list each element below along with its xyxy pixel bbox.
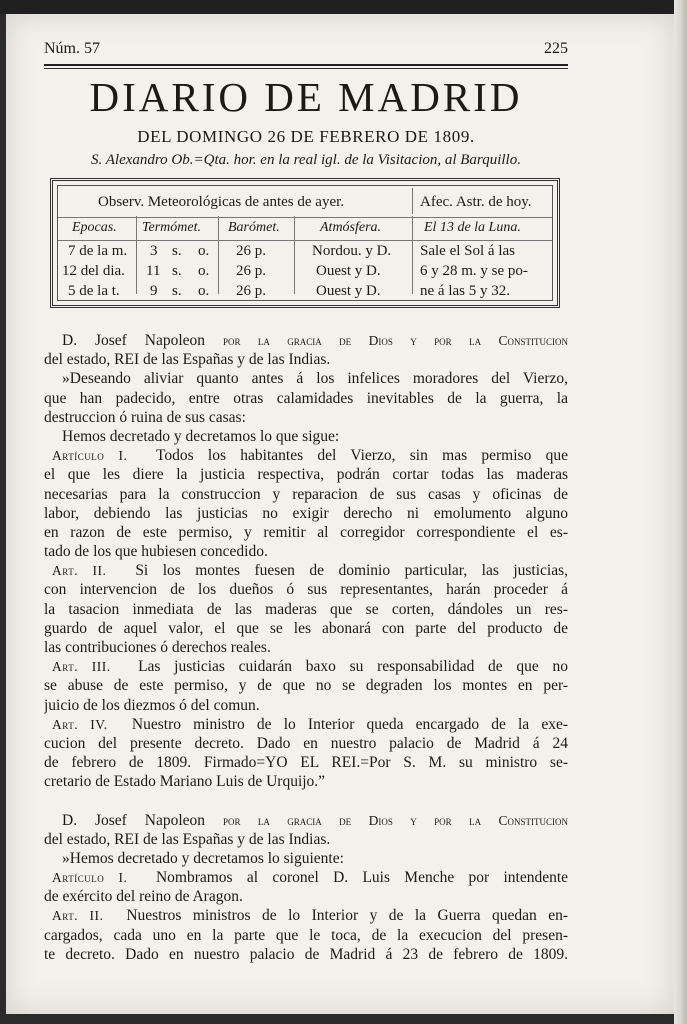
- decree-title: por la gracia de Dios y por la Constitucion: [222, 333, 568, 348]
- text-line: de febrero de 1809. Firmado=YO EL REI.=Por S. M. su ministro se-: [44, 754, 568, 772]
- row-baro: 26 p.: [236, 243, 266, 259]
- section-gap: [44, 792, 568, 811]
- text-line: de exército del reino de Aragon.: [44, 888, 243, 906]
- row-o: o.: [198, 263, 210, 279]
- saint-line: S. Alexandro Ob.=Qta. hor. en la real igl. de la Visitacion, al Barquillo.: [91, 152, 521, 168]
- header-rule: [44, 64, 568, 66]
- weather-row: [58, 243, 552, 263]
- article-2: [44, 561, 568, 580]
- article-label: Art. II.: [52, 563, 107, 579]
- issue-number: Núm. 57: [44, 40, 100, 57]
- row-atm: Nordou. y D.: [312, 243, 392, 259]
- text-line: las contribuciones ó derechos reales.: [44, 639, 271, 656]
- text-line: cretario de Estado Mariano Luis de Urquijo.”: [44, 773, 326, 791]
- article-1: [44, 868, 568, 887]
- article-1: [44, 446, 568, 465]
- text-line: tado de los que hubiesen concedido.: [44, 543, 268, 561]
- text-line: cucion del presente decreto. Dado en nuestro palacio de Madrid á 24: [44, 734, 568, 752]
- text-line: »Deseando aliviar quanto antes á los infelices moradores del Vierzo,: [62, 370, 568, 388]
- row-epoca: 5 de la t.: [68, 283, 120, 299]
- row-s: s.: [172, 243, 182, 259]
- text-line: labor, debiendo las justicias no exigir derecho ni emolumento alguno: [44, 504, 568, 522]
- text-line: juicio de los diezmos ó del comun.: [44, 696, 260, 714]
- weather-heading-divider: [412, 188, 413, 214]
- row-atm: Ouest y D.: [316, 263, 381, 279]
- row-luna: Sale el Sol á las: [420, 243, 515, 259]
- text-line: Hemos decretado y decretamos lo que sigue:: [62, 427, 340, 445]
- text-line: la tasacion inmediata de las maderas que se corten, dándoles un res-: [44, 600, 568, 618]
- row-o: o.: [198, 243, 210, 259]
- weather-heading-left: Observ. Meteorológicas de antes de ayer.: [98, 194, 345, 210]
- text-line: que han padecido, entre otras calamidades inevitables de la guerra, la: [44, 389, 568, 407]
- col-luna: El 13 de la Luna.: [424, 220, 521, 235]
- article-body: [44, 331, 568, 964]
- row-term: 3: [150, 243, 158, 259]
- article-2: [44, 906, 568, 925]
- decree-heading: [44, 811, 568, 830]
- row-term: 9: [150, 283, 158, 299]
- text-line: necesarias para la construccion y reparacion de sus casas y oficinas de: [44, 485, 568, 503]
- weather-row: [58, 263, 552, 283]
- page-edge: [674, 0, 687, 1024]
- row-baro: 26 p.: [236, 283, 266, 299]
- article-label: Art. IV.: [52, 716, 108, 732]
- text-line: Nuestros ministros de lo Interior y de la Guerra quedan en-: [126, 907, 568, 925]
- text-line: cargados, cada uno en la parte que le toca, de la execucion del presen-: [44, 926, 568, 944]
- text-line: el que les diere la justicia respectiva, podrán cortar todas las maderas: [44, 466, 568, 484]
- row-atm: Ouest y D.: [316, 283, 381, 299]
- text-line: destruccion ó ruina de sus casas:: [44, 408, 246, 426]
- masthead-title: DIARIO DE MADRID: [89, 74, 523, 120]
- col-barometro: Barómet.: [228, 220, 280, 235]
- text-line: te decreto. Dado en nuestro palacio de Madrid á 23 de febrero de 1809.: [44, 945, 568, 963]
- row-epoca: 12 del dia.: [62, 263, 125, 279]
- scan-top-border: [0, 0, 687, 14]
- header-rule-thin: [44, 68, 568, 69]
- text-line: Nombramos al coronel D. Luis Menche por intendente: [155, 869, 568, 887]
- text-line: del estado, REI de las Españas y de las Indias.: [44, 830, 331, 848]
- text-line: Todos los habitantes del Vierzo, sin mas permiso que: [155, 447, 568, 465]
- row-s: s.: [172, 283, 182, 299]
- article-label: Art. III.: [52, 659, 111, 675]
- row-baro: 26 p.: [236, 263, 266, 279]
- text-line: del estado, REI de las Españas y de las Indias.: [44, 351, 331, 369]
- decree-king: D. Josef Napoleon: [62, 811, 206, 829]
- weather-heading-row: [58, 191, 552, 215]
- weather-table-inner: [57, 185, 553, 301]
- row-luna: ne á las 5 y 32.: [420, 283, 510, 299]
- decree-king: D. Josef Napoleon: [62, 332, 206, 349]
- text-line: Nuestro ministro de lo Interior queda encargado de la exe-: [131, 715, 568, 733]
- text-line: Si los montes fuesen de dominio particular, las justicias,: [135, 562, 568, 580]
- article-label: Artículo I.: [52, 448, 128, 464]
- text-line: se abuse de este permiso, y de que no se degraden los montes en per-: [44, 677, 568, 695]
- weather-heading-right: Afec. Astr. de hoy.: [420, 194, 532, 210]
- weather-columns-row: [58, 217, 552, 241]
- col-termometro: Termómet.: [142, 220, 201, 235]
- article-4: [44, 715, 568, 734]
- weather-row: [58, 283, 552, 303]
- row-epoca: 7 de la m.: [68, 243, 128, 259]
- row-luna: 6 y 28 m. y se po-: [420, 263, 528, 279]
- text-line: guardo de aquel valor, el que se les abonará con parte del producto de: [44, 619, 568, 637]
- page-number: 225: [544, 40, 568, 57]
- col-atmosfera: Atmósfera.: [320, 220, 382, 235]
- text-line: »Hemos decretado y decretamos lo siguiente:: [62, 849, 344, 867]
- decree-title: por la gracia de Dios y por la Constitucion: [222, 812, 568, 828]
- text-line: Las justicias cuidarán baxo su responsabilidad de que no: [138, 658, 568, 676]
- page-header: [44, 40, 568, 62]
- article-label: Art. II.: [52, 908, 104, 924]
- dateline: DEL DOMINGO 26 DE FEBRERO DE 1809.: [137, 127, 475, 146]
- text-line: con intervencion de los dueños ó sus representantes, harán proceder á: [44, 581, 568, 599]
- text-line: en razon de este permiso, y remitir al corregidor correspondiente el es-: [44, 523, 568, 541]
- article-label: Artículo I.: [52, 870, 128, 886]
- weather-table: [50, 178, 560, 308]
- decree-heading: [44, 331, 568, 350]
- row-o: o.: [198, 283, 210, 299]
- article-3: [44, 657, 568, 676]
- row-term: 11: [146, 263, 161, 279]
- col-epocas: Epocas.: [72, 220, 117, 235]
- row-s: s.: [172, 263, 182, 279]
